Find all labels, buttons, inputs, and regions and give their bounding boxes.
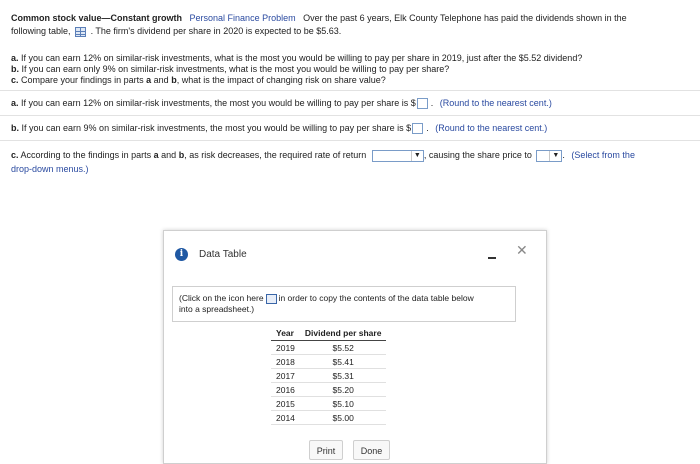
question-c-label: c. bbox=[11, 75, 19, 85]
question-c-text-3: , what is the impact of changing risk on share value? bbox=[176, 75, 386, 85]
question-c bbox=[11, 74, 386, 86]
answer-b-input[interactable] bbox=[412, 123, 423, 134]
answer-b-row bbox=[11, 122, 547, 134]
table-row bbox=[271, 383, 386, 397]
dividend-cell: $5.41 bbox=[300, 355, 387, 369]
instructions-text-1b: in order to copy the contents of the data table below bbox=[278, 293, 474, 303]
answer-c-text-3: , as risk decreases, the required rate of return bbox=[184, 150, 367, 160]
problem-intro-line2 bbox=[11, 25, 341, 37]
dividend-table bbox=[271, 326, 386, 425]
year-cell: 2015 bbox=[271, 397, 300, 411]
column-header-dividend: Dividend per share bbox=[300, 326, 387, 341]
copy-icon[interactable] bbox=[266, 294, 277, 304]
answer-b-label: b. bbox=[11, 123, 19, 133]
year-cell: 2016 bbox=[271, 383, 300, 397]
year-cell: 2019 bbox=[271, 341, 300, 355]
table-row bbox=[271, 341, 386, 355]
question-b-text: If you can earn only 9% on similar-risk investments, what is the most you would be willing to pay per share? bbox=[21, 64, 450, 74]
answer-c-line2 bbox=[11, 163, 89, 175]
divider bbox=[0, 90, 700, 91]
year-cell: 2017 bbox=[271, 369, 300, 383]
answer-c-hint: (Select from the bbox=[571, 150, 635, 160]
modal-title: Data Table bbox=[199, 249, 247, 260]
answer-a-label: a. bbox=[11, 98, 19, 108]
question-c-text-2: and bbox=[153, 75, 169, 85]
divider bbox=[0, 140, 700, 141]
done-button[interactable]: Done bbox=[353, 440, 390, 460]
answer-a-text: If you can earn 12% on similar-risk investments, the most you would be willing to pay per share is $ bbox=[21, 98, 416, 108]
table-row bbox=[271, 369, 386, 383]
required-return-dropdown[interactable] bbox=[372, 150, 424, 162]
info-icon: i bbox=[175, 248, 188, 261]
dividend-cell: $5.00 bbox=[300, 411, 387, 425]
answer-c-text-1: According to the findings in parts bbox=[20, 150, 152, 160]
answer-a-row bbox=[11, 97, 552, 109]
table-row bbox=[271, 411, 386, 425]
data-table-modal bbox=[163, 230, 547, 464]
chevron-down-icon: ▼ bbox=[549, 151, 561, 161]
answer-a-period: . bbox=[430, 98, 434, 108]
dividend-cell: $5.10 bbox=[300, 397, 387, 411]
question-c-bold-a: a bbox=[146, 75, 152, 85]
answer-b-hint: (Round to the nearest cent.) bbox=[435, 123, 548, 133]
instructions-line-1 bbox=[179, 293, 474, 304]
question-a-label: a. bbox=[11, 53, 19, 63]
table-row bbox=[271, 355, 386, 369]
table-row bbox=[271, 397, 386, 411]
problem-intro-line1 bbox=[11, 12, 627, 24]
answer-c-hint-2: drop-down menus.) bbox=[11, 164, 89, 174]
answer-a-input[interactable] bbox=[417, 98, 428, 109]
dividend-cell: $5.52 bbox=[300, 341, 387, 355]
problem-intro-text-2b: . The firm's dividend per share in 2020 is expected to be $5.63. bbox=[90, 26, 342, 36]
chevron-down-icon: ▼ bbox=[411, 151, 423, 161]
problem-intro-text: Over the past 6 years, Elk County Telephone has paid the dividends shown in the bbox=[303, 13, 627, 23]
print-button[interactable]: Print bbox=[309, 440, 343, 460]
answer-c-row bbox=[11, 149, 635, 162]
answer-c-text-4: , causing the share price to bbox=[423, 150, 532, 160]
copy-instructions bbox=[172, 286, 516, 322]
column-header-year: Year bbox=[271, 326, 300, 341]
answer-b-text: If you can earn 9% on similar-risk investments, the most you would be willing to pay per share is $ bbox=[21, 123, 412, 133]
problem-intro-text-2a: following table, bbox=[11, 26, 71, 36]
dividend-cell: $5.31 bbox=[300, 369, 387, 383]
table-header-row bbox=[271, 326, 386, 341]
year-cell: 2018 bbox=[271, 355, 300, 369]
question-a-text: If you can earn 12% on similar-risk investments, what is the most you would be willing to pay per share in 2019, just after the $5.52 dividend? bbox=[21, 53, 583, 63]
answer-c-period: . bbox=[562, 150, 565, 160]
instructions-text-1a: (Click on the icon here bbox=[179, 293, 264, 303]
divider bbox=[0, 115, 700, 116]
question-c-bold-b: b bbox=[171, 75, 177, 85]
answer-b-period: . bbox=[426, 123, 429, 133]
problem-category: Personal Finance Problem bbox=[189, 13, 296, 23]
minimize-icon[interactable] bbox=[488, 257, 496, 259]
question-c-text-1: Compare your findings in parts bbox=[21, 75, 144, 85]
share-price-dropdown[interactable] bbox=[536, 150, 562, 162]
answer-c-bold-a: a bbox=[153, 150, 159, 160]
close-icon[interactable]: ✕ bbox=[516, 242, 528, 258]
year-cell: 2014 bbox=[271, 411, 300, 425]
question-b-label: b. bbox=[11, 64, 19, 74]
instructions-line-2: into a spreadsheet.) bbox=[179, 304, 255, 314]
answer-a-hint: (Round to the nearest cent.) bbox=[439, 98, 552, 108]
data-table-icon[interactable] bbox=[75, 27, 86, 37]
problem-title: Common stock value—Constant growth bbox=[11, 13, 183, 23]
answer-c-label: c. bbox=[11, 150, 19, 160]
answer-c-bold-b: b bbox=[178, 150, 185, 160]
dividend-cell: $5.20 bbox=[300, 383, 387, 397]
answer-c-text-2: and bbox=[161, 150, 177, 160]
